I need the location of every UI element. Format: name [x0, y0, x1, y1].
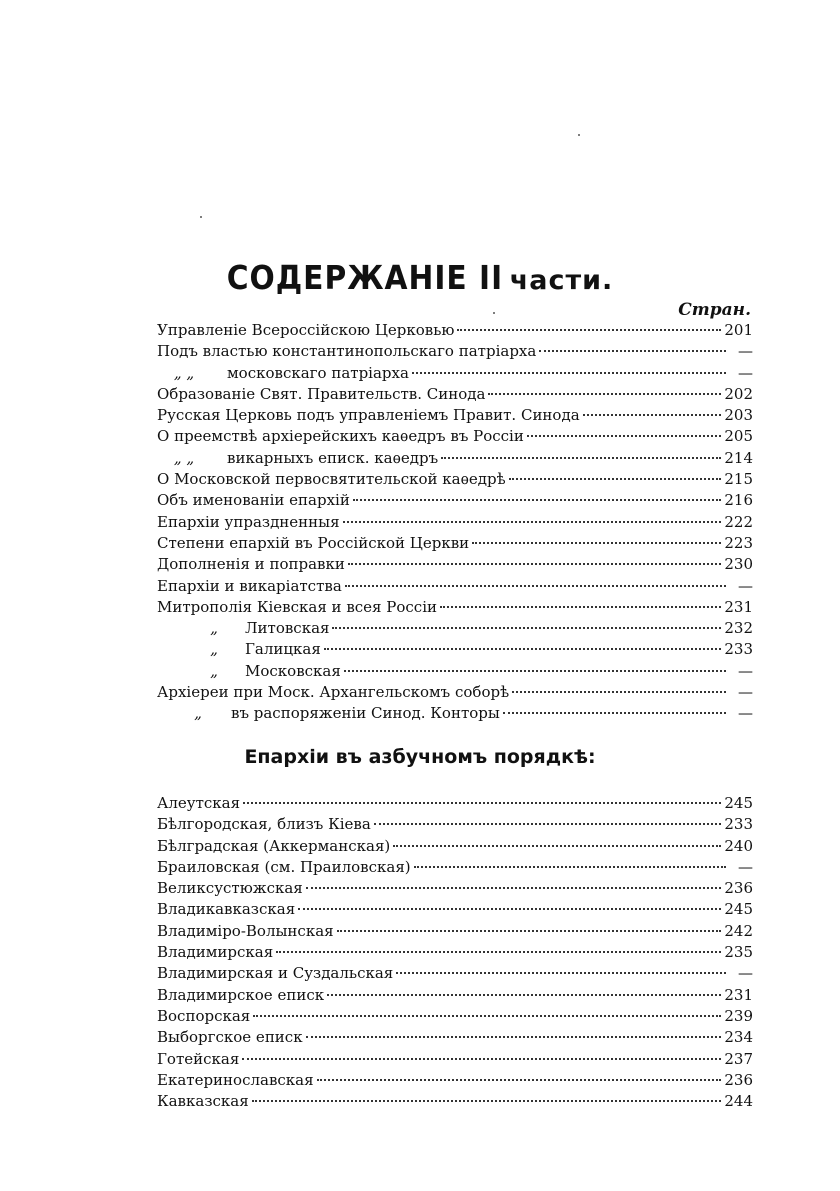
toc-entry-page: 239	[724, 1006, 753, 1025]
dot-leader	[348, 563, 722, 565]
toc-entry-label: Алеутская	[157, 794, 241, 812]
ditto-mark: „	[210, 661, 218, 680]
toc-entry-page: —	[738, 342, 753, 361]
toc-entry-label: Образованіе Свят. Правительств. Синода	[157, 384, 486, 403]
toc-entry	[157, 639, 753, 660]
toc-entry	[157, 814, 753, 835]
toc-entry	[157, 836, 753, 857]
toc-entry-page: —	[738, 576, 753, 595]
toc-entry	[157, 1006, 753, 1027]
dot-leader	[503, 712, 726, 714]
toc-entry-page: 202	[724, 384, 753, 403]
toc-entry	[157, 899, 753, 920]
toc-entry-page: 232	[724, 619, 753, 638]
dot-leader	[374, 823, 722, 825]
toc-entry-label: московскаго патріарха	[227, 363, 409, 382]
toc-entry-label-wrap	[157, 921, 334, 942]
toc-entry-page: 245	[724, 794, 753, 812]
toc-entry-page: 233	[724, 815, 753, 834]
toc-entry	[157, 1027, 753, 1048]
dot-leader	[306, 887, 722, 889]
toc-entry-label-wrap	[157, 1091, 249, 1112]
toc-entry	[157, 618, 753, 639]
toc-entry	[157, 533, 753, 554]
toc-entry	[157, 661, 753, 682]
toc-entry-label-wrap	[157, 985, 324, 1006]
dot-leader	[298, 908, 721, 910]
toc-entry-label-wrap	[157, 942, 273, 963]
toc-entry-label: Владиміро-Волынская	[157, 921, 334, 940]
toc-entry-label-wrap	[157, 384, 485, 405]
toc-entry-label-wrap	[157, 682, 509, 703]
dot-leader	[393, 845, 721, 847]
toc-entry-label: Воспорская	[157, 1006, 251, 1025]
toc-entry-label-wrap	[157, 1006, 250, 1027]
toc-entry	[157, 703, 753, 724]
dot-leader	[317, 1079, 722, 1081]
toc-entry-label: въ распоряженіи Синод. Конторы	[231, 704, 500, 723]
toc-entry	[157, 512, 753, 533]
toc-entry-label: Владимирская	[157, 943, 274, 962]
toc-entry-label-wrap	[157, 490, 350, 511]
toc-entry-label-wrap	[157, 533, 469, 554]
toc-entry-page: —	[738, 964, 753, 983]
toc-entry-label-wrap	[157, 1027, 303, 1048]
dot-leader	[306, 1036, 722, 1038]
toc-entry-label-wrap	[157, 512, 340, 533]
toc-entry	[157, 320, 753, 341]
toc-entry-label: Степени епархій въ Россійской Церкви	[157, 533, 470, 552]
toc-entry	[157, 597, 753, 618]
page-speck	[493, 312, 495, 314]
toc-entry-label-wrap	[157, 1070, 314, 1091]
toc-entry	[157, 921, 753, 942]
toc-entry-label: Бѣлгородская, близъ Кіева	[157, 815, 371, 834]
page-title	[0, 258, 840, 297]
toc-entry	[157, 1070, 753, 1091]
toc-entry	[157, 878, 753, 899]
toc-entry-label-wrap	[157, 320, 454, 341]
toc-entry-label: О преемствѣ архіерейскихъ каѳедръ въ Россіи	[157, 427, 524, 446]
toc-entry-label: Браиловская (см. Праиловская)	[157, 857, 411, 876]
ditto-mark: „ „	[173, 448, 195, 467]
toc-entry-label: Екатеринославская	[157, 1070, 314, 1089]
dot-leader	[412, 372, 726, 374]
toc-entry-label-wrap	[157, 448, 438, 469]
toc-entry-label: Владимирская и Суздальская	[157, 964, 394, 983]
toc-entry	[157, 1049, 753, 1070]
toc-entry-page: 245	[724, 900, 753, 919]
toc-entry	[157, 793, 753, 814]
dot-leader	[440, 606, 721, 608]
toc-entry-label: Архіереи при Моск. Архангельскомъ соборѣ	[157, 683, 510, 702]
toc-entry-page: —	[738, 857, 753, 876]
toc-entry-label: Дополненія и поправки	[157, 555, 345, 574]
ditto-mark: „ „	[173, 363, 195, 382]
page-column-header: Стран.	[678, 300, 751, 320]
dot-leader	[324, 648, 722, 650]
toc-entry-label-wrap	[157, 639, 321, 660]
toc-entry	[157, 363, 753, 384]
toc-entry-label: Выборгское еписк	[157, 1028, 303, 1047]
toc-entry-page: —	[738, 661, 753, 680]
dot-leader	[457, 329, 721, 331]
toc-entry-label-wrap	[157, 554, 345, 575]
toc-entry-label: Бѣлградская (Аккерманская)	[157, 836, 391, 855]
toc-entry-label: Московская	[245, 661, 341, 680]
toc-entry-label: Владикавказская	[157, 900, 296, 919]
dot-leader	[332, 627, 721, 629]
toc-entry-page: 236	[724, 1070, 753, 1089]
toc-entry-label: Кавказская	[157, 1092, 249, 1111]
dot-leader	[509, 478, 722, 480]
toc-entry-page: 242	[724, 921, 753, 940]
toc-entry-page: 215	[724, 470, 753, 489]
toc-entry-page: 214	[724, 448, 753, 467]
toc-entry-label: О Московской первосвятительской каѳедрѣ	[157, 470, 506, 489]
dot-leader	[441, 457, 721, 459]
toc-entry-label: Владимирское еписк	[157, 985, 325, 1004]
toc-entry-label-wrap	[157, 963, 393, 984]
dot-leader	[243, 802, 721, 804]
toc-entry-label: Великсустюжская	[157, 879, 303, 898]
dot-leader	[337, 930, 722, 932]
toc-entry-page: 237	[724, 1049, 753, 1068]
toc-entry	[157, 426, 753, 447]
dot-leader	[539, 350, 726, 352]
dot-leader	[512, 691, 726, 693]
page-title-main: СОДЕРЖАНІЕ II	[226, 258, 504, 297]
toc-entry-label-wrap	[157, 341, 536, 362]
toc-entry-page: 244	[724, 1092, 753, 1111]
toc-entry-label-wrap	[157, 426, 524, 447]
toc-entry	[157, 448, 753, 469]
dot-leader	[353, 499, 722, 501]
toc-entry-page: 216	[724, 491, 753, 510]
toc-entry-label-wrap	[157, 405, 580, 426]
page-speck	[578, 134, 580, 136]
toc-entry-label-wrap	[157, 703, 500, 724]
dot-leader	[472, 542, 721, 544]
toc-entry	[157, 341, 753, 362]
toc-entry	[157, 554, 753, 575]
toc-entry-label: Митрополія Кіевская и всея Россіи	[157, 597, 437, 616]
toc-entry-label: Литовская	[245, 619, 330, 638]
toc-entry-page: —	[738, 704, 753, 723]
toc-entry-label-wrap	[157, 878, 303, 899]
toc-entry-page: 236	[724, 879, 753, 898]
toc-entry	[157, 985, 753, 1006]
toc-entry-label-wrap	[157, 836, 390, 857]
dot-leader	[527, 435, 722, 437]
dot-leader	[345, 585, 726, 587]
dot-leader	[396, 972, 726, 974]
toc-entry-label-wrap	[157, 814, 371, 835]
toc-entry	[157, 490, 753, 511]
toc-entry-page: 205	[724, 427, 753, 446]
toc-entry-page: 223	[724, 533, 753, 552]
toc-entry-label-wrap	[157, 661, 341, 682]
toc-entry	[157, 963, 753, 984]
contents-list	[157, 320, 753, 725]
toc-entry	[157, 942, 753, 963]
toc-entry-label: Объ именованіи епархій	[157, 491, 350, 510]
toc-entry	[157, 384, 753, 405]
ditto-mark: „	[194, 704, 202, 723]
toc-entry-page: 222	[724, 512, 753, 531]
toc-entry-label-wrap	[157, 899, 295, 920]
dot-leader	[488, 393, 721, 395]
toc-entry-page: 201	[724, 321, 753, 339]
toc-entry-page: 230	[724, 555, 753, 574]
toc-entry-label-wrap	[157, 469, 506, 490]
dot-leader	[253, 1015, 721, 1017]
toc-entry-page: 231	[724, 597, 753, 616]
toc-entry	[157, 576, 753, 597]
toc-entry-label-wrap	[157, 857, 411, 878]
page-title-tail: части.	[509, 265, 614, 296]
toc-entry-page: 240	[724, 836, 753, 855]
toc-entry-page: —	[738, 683, 753, 702]
toc-entry-label: Подъ властью константинопольскаго патріарха	[157, 342, 537, 361]
toc-entry	[157, 1091, 753, 1112]
toc-entry	[157, 405, 753, 426]
toc-entry-label-wrap	[157, 363, 409, 384]
dot-leader	[583, 414, 722, 416]
toc-entry-label-wrap	[157, 793, 240, 814]
toc-entry-label: Готейская	[157, 1049, 240, 1068]
toc-entry-page: —	[738, 363, 753, 382]
ditto-mark: „	[210, 619, 218, 638]
dot-leader	[327, 994, 721, 996]
toc-entry-label: Галицкая	[245, 640, 321, 659]
toc-entry-page: 231	[724, 985, 753, 1004]
toc-entry-page: 233	[724, 640, 753, 659]
section-title: Епархіи въ азбучномъ порядкѣ:	[244, 746, 596, 768]
toc-entry-label-wrap	[157, 1049, 239, 1070]
toc-entry-label: викарныхъ еписк. каѳедръ	[227, 448, 439, 467]
toc-entry	[157, 682, 753, 703]
toc-entry-page: 203	[724, 406, 753, 425]
dot-leader	[414, 866, 726, 868]
dot-leader	[242, 1058, 721, 1060]
toc-entry	[157, 857, 753, 878]
page-speck	[200, 216, 202, 218]
toc-entry-label: Русская Церковь подъ управленіемъ Правит. Синода	[157, 406, 580, 425]
dot-leader	[343, 521, 722, 523]
toc-entry-label: Епархіи и викаріатства	[157, 576, 342, 595]
toc-entry-page: 234	[724, 1028, 753, 1047]
toc-entry-label-wrap	[157, 597, 437, 618]
toc-entry-label: Управленіе Всероссійскою Церковью	[157, 321, 455, 339]
dot-leader	[276, 951, 721, 953]
dot-leader	[344, 670, 726, 672]
toc-entry-label-wrap	[157, 576, 342, 597]
toc-entry-label-wrap	[157, 618, 329, 639]
dioceses-list	[157, 793, 753, 1112]
toc-entry-page: 235	[724, 943, 753, 962]
dot-leader	[252, 1100, 722, 1102]
ditto-mark: „	[210, 640, 218, 659]
toc-entry-label: Епархіи упраздненныя	[157, 512, 340, 531]
toc-entry	[157, 469, 753, 490]
